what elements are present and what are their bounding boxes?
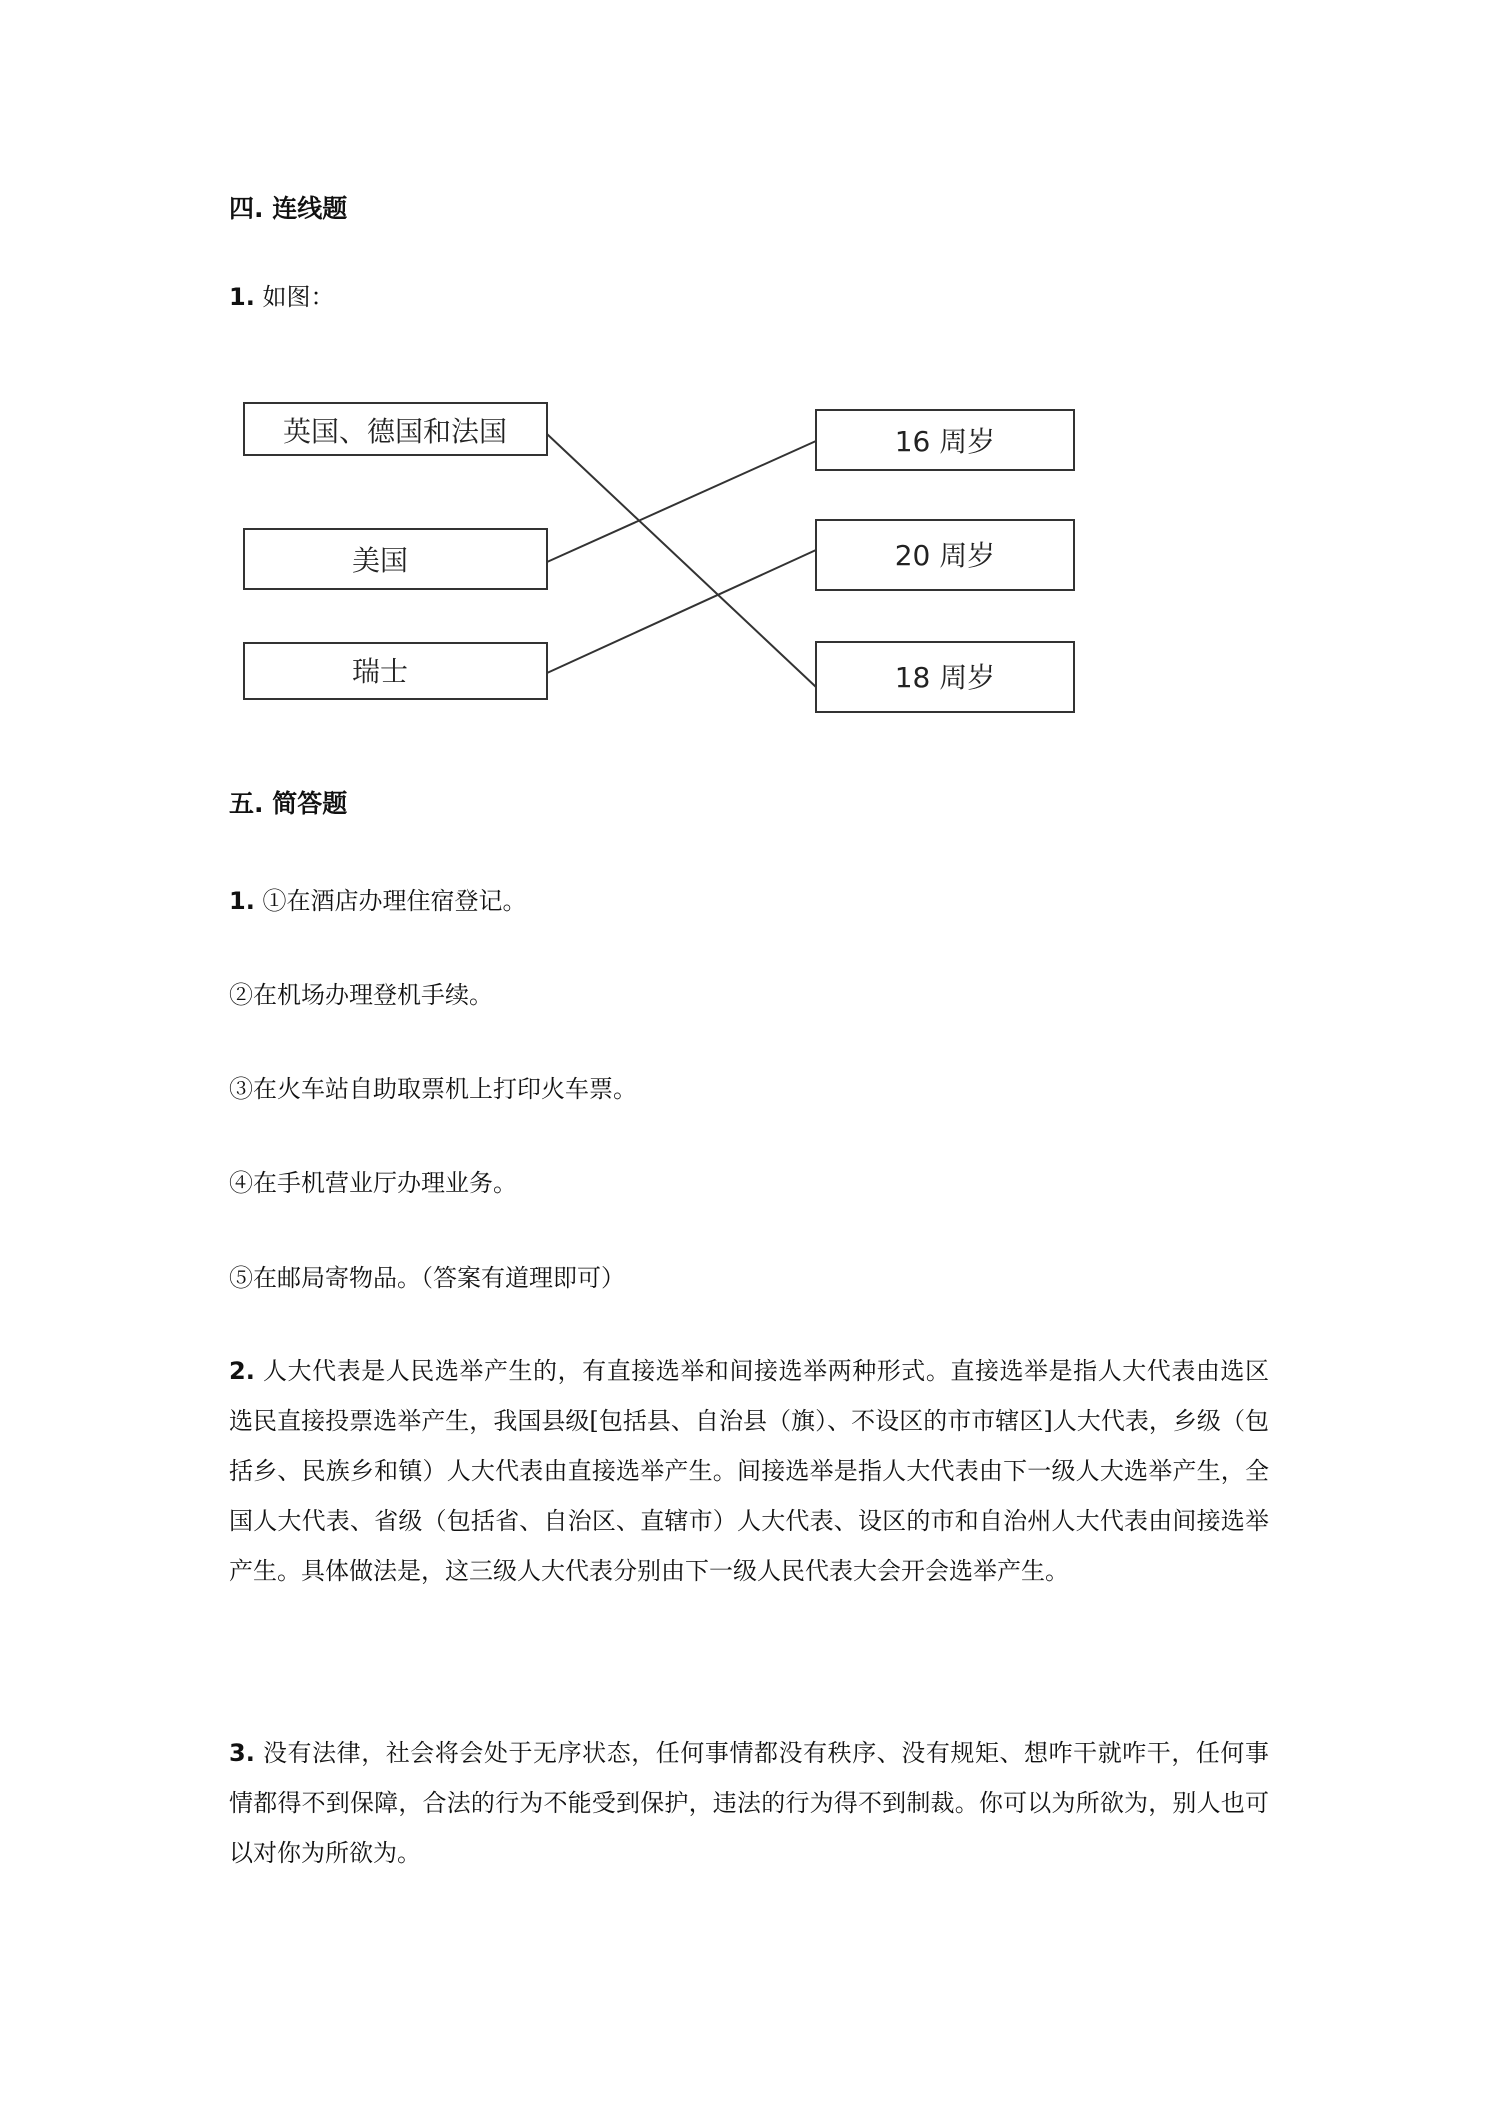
answer-text: ①在酒店办理住宿登记。: [254, 887, 527, 915]
right-box-2: [816, 520, 1074, 590]
right-box-2-label: 20 周岁: [894, 539, 996, 572]
answer-5-3: [229, 1728, 1269, 1878]
left-box-2-label: 美国: [351, 544, 409, 577]
answer-5-1-line-3: ③在火车站自助取票机上打印火车票。: [229, 1075, 637, 1103]
left-box-1: [244, 403, 547, 455]
answer-5-1-line-4: ④在手机营业厅办理业务。: [229, 1169, 517, 1197]
left-box-1-label: 英国、德国和法国: [282, 415, 508, 448]
connector-line-2: [547, 441, 816, 562]
question-number: 2.: [229, 1357, 255, 1385]
section-5-title: 五. 简答题: [229, 789, 348, 818]
matching-diagram: [240, 398, 1080, 728]
right-box-3: [816, 642, 1074, 712]
left-box-3-label: 瑞士: [351, 655, 409, 688]
question-text: 如图：: [254, 283, 335, 311]
answer-5-1-line-5: ⑤在邮局寄物品。（答案有道理即可）: [229, 1264, 625, 1292]
connector-line-3: [547, 550, 816, 673]
connector-line-1: [547, 434, 816, 687]
answer-text: 没有法律，社会将会处于无序状态，任何事情都没有秩序、没有规矩、想咋干就咋干，任何事情都得不到保障，合法的行为不能受到保护，违法的行为得不到制裁。你可以为所欲为，别人也可以对你为所欲为。: [229, 1739, 1269, 1867]
question-number: 1.: [229, 887, 255, 915]
section-4-title: 四. 连线题: [229, 194, 348, 223]
right-box-3-label: 18 周岁: [894, 661, 996, 694]
question-number: 1.: [229, 283, 255, 311]
right-box-1-label: 16 周岁: [894, 425, 996, 458]
answer-5-1-line-1: [229, 884, 526, 918]
right-box-1: [816, 410, 1074, 470]
answer-5-2: [229, 1346, 1269, 1596]
answer-5-1-line-2: ②在机场办理登机手续。: [229, 981, 493, 1009]
left-box-2: [244, 529, 547, 589]
answer-text: 人大代表是人民选举产生的，有直接选举和间接选举两种形式。直接选举是指人大代表由选区选民直接投票选举产生，我国县级[包括县、自治县（旗）、不设区的市市辖区]人大代表，乡级（包括乡、民族乡和镇）人大代表由直接选举产生。间接选举是指人大代表由下一级人大选举产生，全国人大代表、省级（包括省、自治区、直辖市）人大代表、设区的市和自治州人大代表由间接选举产生。具体做法是，这三级人大代表分别由下一级人民代表大会开会选举产生。: [229, 1357, 1269, 1585]
question-4-1: [229, 280, 334, 314]
left-box-3: [244, 643, 547, 699]
question-number: 3.: [229, 1739, 255, 1767]
